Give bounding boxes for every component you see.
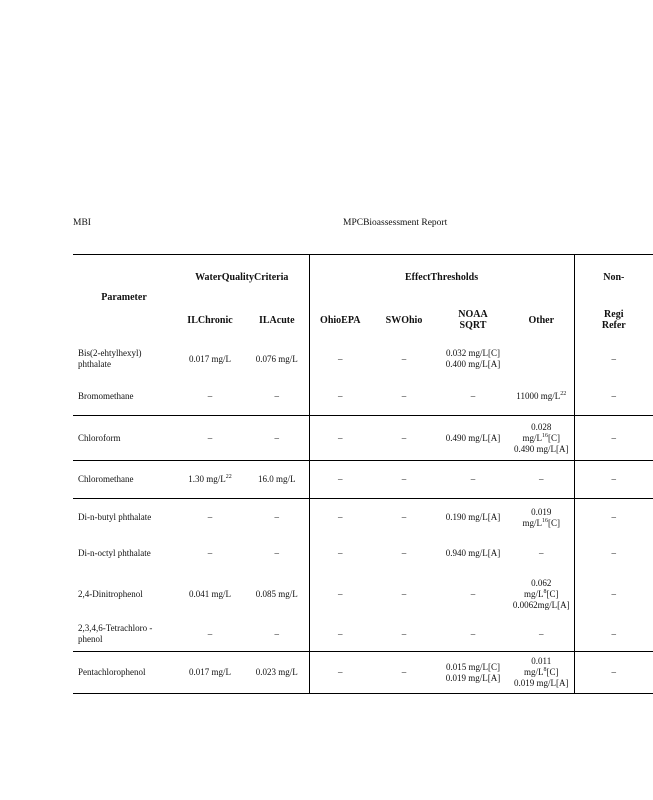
regional-cell: – xyxy=(574,378,653,416)
other-cell: 0.011 $mg/L^8[C]$ 0.019 mg/L[A] xyxy=(509,652,574,694)
parameter-cell: 2,4-Dinitrophenol xyxy=(78,588,143,599)
parameter-cell: Di-n-butyl phthalate xyxy=(73,499,175,537)
il-chronic-cell: – xyxy=(207,628,213,639)
other-cell: – xyxy=(509,461,574,499)
ohio-epa-cell: – xyxy=(309,571,371,617)
col-header-ohio-epa: OhioEPA xyxy=(309,300,371,340)
table-header-row xyxy=(73,255,653,301)
il-chronic-cell: 0.017 mg/L xyxy=(175,652,245,694)
sw-ohio-cell: – xyxy=(401,628,407,639)
col-header-il-acute: ILAcute xyxy=(258,314,295,326)
ohio-epa-cell: – xyxy=(309,378,371,416)
header-org: MBI xyxy=(73,218,91,228)
sw-ohio-cell: – xyxy=(371,461,437,499)
ohio-epa-cell: – xyxy=(309,652,371,694)
table-row xyxy=(73,461,653,499)
other-cell: 0.028 $mg/L^{16}[C]$ 0.490 mg/L[A] xyxy=(509,416,574,461)
noaa-cell: – xyxy=(437,461,509,499)
il-chronic-cell: – xyxy=(207,548,213,558)
il-acute-cell: – xyxy=(245,499,309,537)
col-header-il-chronic: ILChronic xyxy=(187,314,233,326)
il-acute-cell: – xyxy=(245,416,309,461)
table-row xyxy=(73,378,653,416)
regional-cell: – xyxy=(574,617,653,652)
il-acute-cell: – xyxy=(274,391,279,401)
col-header-sw-ohio: SWOhio xyxy=(385,314,423,326)
sw-ohio-cell: – xyxy=(371,652,437,694)
group-header-non: Non- xyxy=(574,255,653,301)
il-chronic-cell: 0.017 mg/L xyxy=(189,353,231,364)
group-header-effect-thresholds: EffectThresholds xyxy=(309,255,574,301)
regional-cell: – xyxy=(574,652,653,694)
table-row xyxy=(73,536,653,571)
other-cell: – xyxy=(539,628,544,639)
sw-ohio-cell: – xyxy=(401,391,407,401)
il-chronic-cell: 0.041 mg/L xyxy=(189,588,231,599)
criteria-table-container xyxy=(73,254,626,694)
table-row xyxy=(73,571,653,617)
noaa-cell: 0.190 mg/L[A] xyxy=(437,499,509,537)
il-acute-cell: – xyxy=(274,628,279,639)
noaa-cell: 0.940 mg/L[A] xyxy=(445,548,501,558)
ohio-epa-cell: – xyxy=(309,499,371,537)
col-header-noaa-sqrt: NOAA SQRT xyxy=(458,309,488,331)
ohio-epa-cell: – xyxy=(309,617,371,652)
table-row xyxy=(73,416,653,461)
table-row xyxy=(73,652,653,694)
regional-cell: – xyxy=(574,536,653,571)
regional-cell: – xyxy=(574,461,653,499)
sw-ohio-cell: – xyxy=(401,353,407,364)
sw-ohio-cell: – xyxy=(401,588,407,599)
ohio-epa-cell: – xyxy=(309,416,371,461)
il-chronic-cell: 1.30 $mg/L^{22}$ xyxy=(175,461,245,499)
col-header-other: Other xyxy=(528,314,555,326)
noaa-cell: – xyxy=(470,588,476,599)
table-row xyxy=(73,340,653,378)
table-row xyxy=(73,499,653,537)
parameter-cell: 2,3,4,6-Tetrachloro - phenol xyxy=(78,623,153,644)
other-cell: – xyxy=(539,548,544,558)
il-chronic-cell: – xyxy=(207,391,213,401)
parameter-cell: Chloromethane xyxy=(73,461,175,499)
regional-cell: – xyxy=(574,416,653,461)
il-acute-cell: 0.076 mg/L xyxy=(255,353,298,364)
col-header-parameter: Parameter xyxy=(101,292,147,303)
noaa-cell: 0.490 mg/L[A] xyxy=(437,416,509,461)
criteria-table xyxy=(73,254,653,694)
il-chronic-cell: – xyxy=(175,416,245,461)
il-acute-cell: 0.085 mg/L xyxy=(255,588,298,599)
noaa-cell: 0.032 mg/L[C] 0.400 mg/L[A] xyxy=(445,348,501,369)
parameter-cell: Bis(2-ehtylhexyl) phthalate xyxy=(78,348,142,369)
il-chronic-cell: – xyxy=(175,499,245,537)
group-header-water-quality: WaterQualityCriteria xyxy=(195,272,289,283)
noaa-cell: – xyxy=(470,391,476,401)
il-acute-cell: – xyxy=(274,548,279,558)
il-acute-cell: 0.023 mg/L xyxy=(245,652,309,694)
noaa-cell: 0.015 mg/L[C] 0.019 mg/L[A] xyxy=(437,652,509,694)
noaa-cell: – xyxy=(470,628,476,639)
sw-ohio-cell: – xyxy=(401,548,407,558)
header-report-title: MPCBioassessment Report xyxy=(343,218,448,228)
other-cell: 11000 $mg/L^{22}$ xyxy=(516,391,567,401)
regional-cell: – xyxy=(574,340,653,378)
ohio-epa-cell: – xyxy=(309,340,371,378)
regional-cell: – xyxy=(574,571,653,617)
other-cell: 0.019 $mg/L^{16}[C]$ xyxy=(509,499,574,537)
parameter-cell: Bromomethane xyxy=(78,391,134,401)
other-cell: 0.062 $mg/L^8[C]$ 0.0062mg/L[A] xyxy=(512,577,570,610)
parameter-cell: Di-n-octyl phthalate xyxy=(78,548,151,558)
ohio-epa-cell: – xyxy=(309,536,371,571)
table-row xyxy=(73,617,653,652)
sw-ohio-cell: – xyxy=(371,499,437,537)
regional-cell: – xyxy=(574,499,653,537)
sw-ohio-cell: – xyxy=(371,416,437,461)
ohio-epa-cell: – xyxy=(309,461,371,499)
col-header-regional-reference: Regi Refer xyxy=(574,300,653,340)
parameter-cell: Chloroform xyxy=(73,416,175,461)
other-cell xyxy=(509,340,574,378)
parameter-cell: Pentachlorophenol xyxy=(73,652,175,694)
il-acute-cell: 16.0 mg/L xyxy=(245,461,309,499)
